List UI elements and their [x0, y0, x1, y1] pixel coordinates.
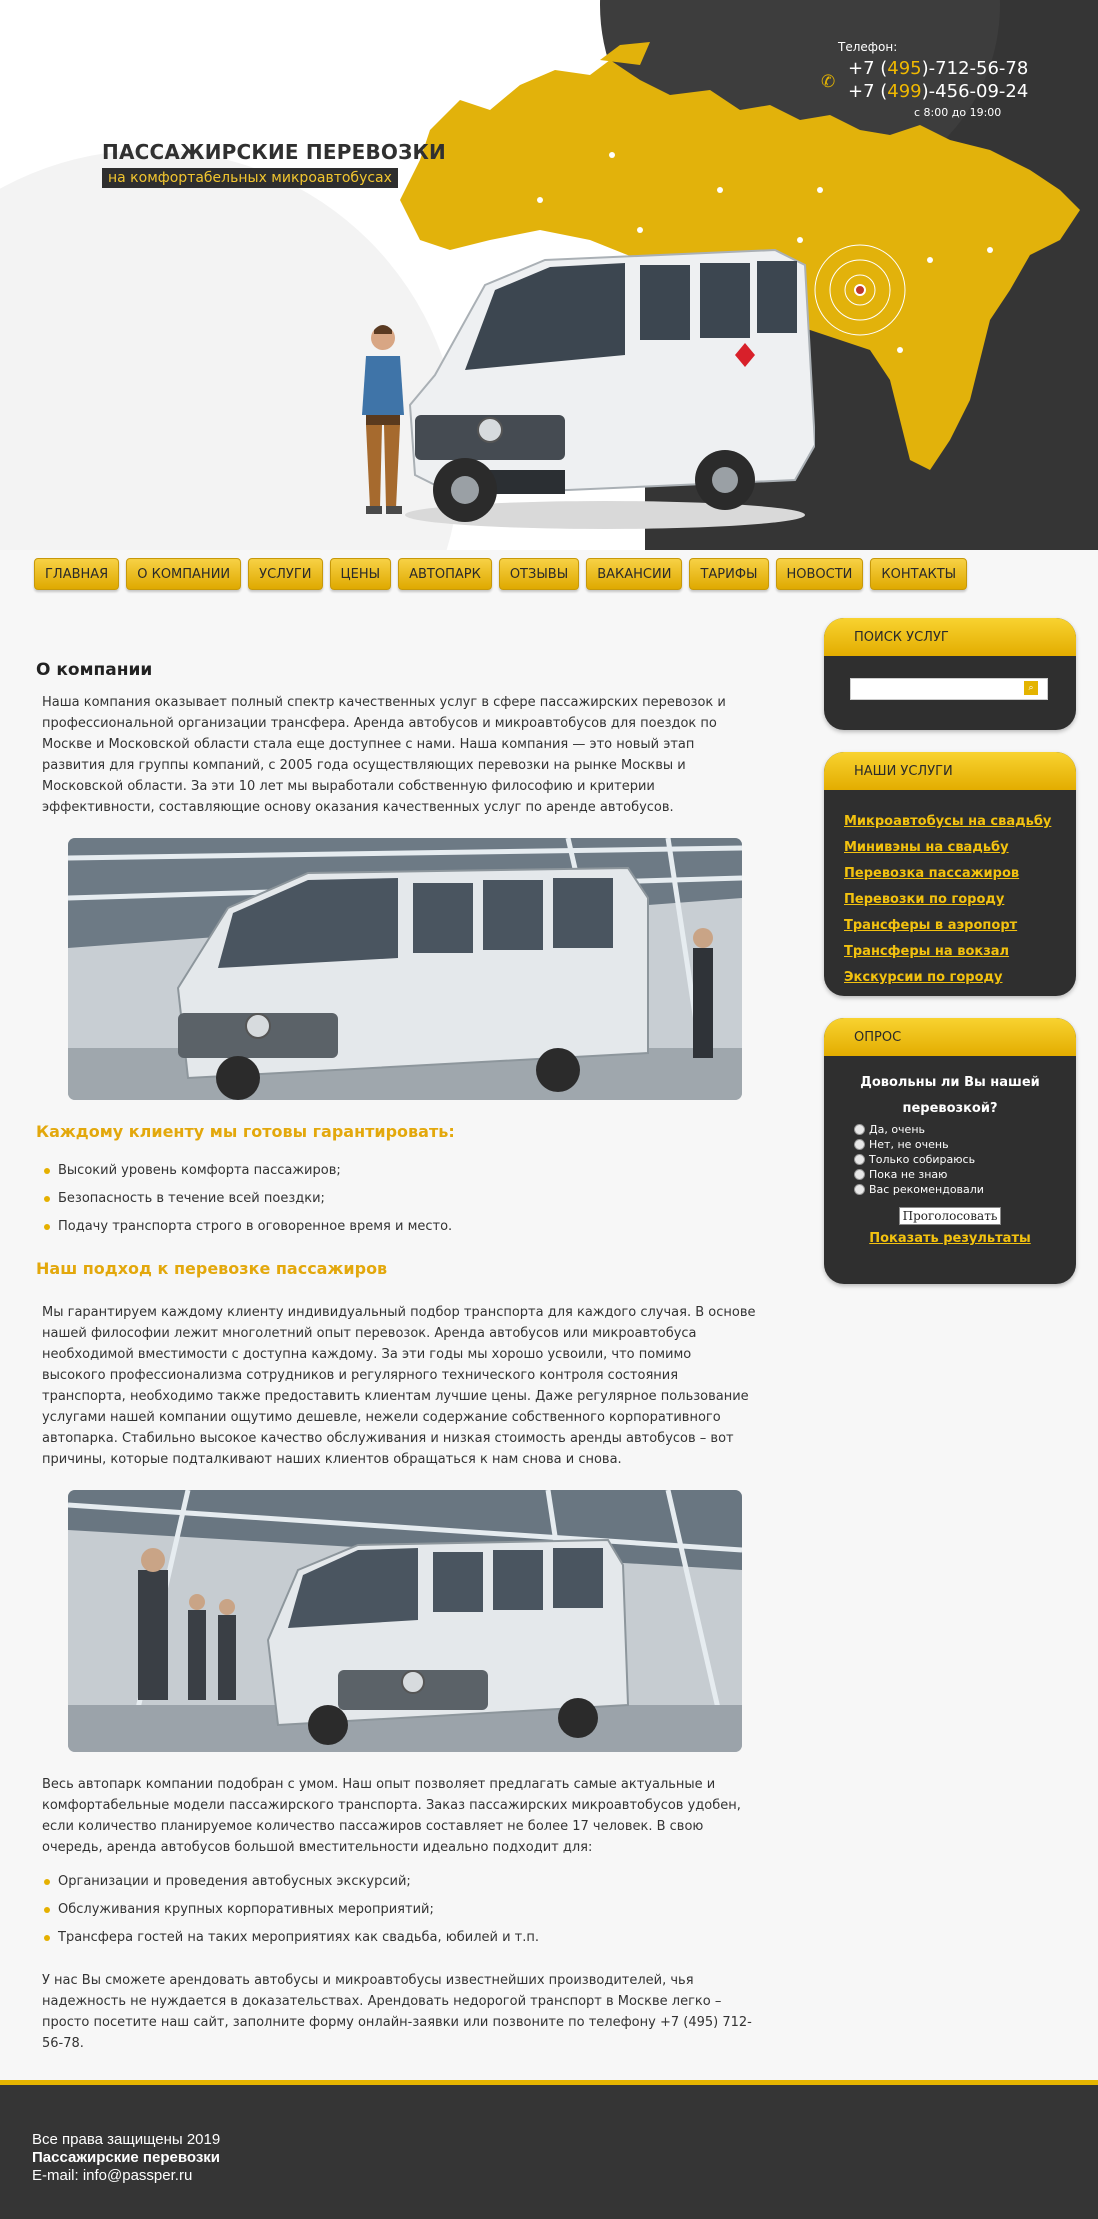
service-link-wedding-minivan[interactable]: Минивэны на свадьбу — [844, 840, 1009, 855]
footer-copyright: Все права защищены 2019 — [32, 2131, 221, 2148]
guarantee-list — [44, 1157, 756, 1241]
service-link-city-transport[interactable]: Перевозки по городу — [844, 892, 1005, 907]
search-widget-title: ПОИСК УСЛУГ — [824, 618, 1076, 656]
poll-question: Довольны ли Вы нашей перевозкой? — [860, 1075, 1040, 1116]
radio-button[interactable] — [854, 1124, 865, 1135]
fleet-text: Весь автопарк компании подобран с умом. Наш опыт позволяет предлагать самые актуальные и комфортабельные модели пассажирского транспорта. Заказ пассажирских микроавтобусов удобен, если количество планируемое количество пассажиров составляет не более 17 человек. В свою очередь, аренда автобусов большой вместительности идеально подходит для: — [42, 1777, 741, 1855]
phone-icon: ✆ — [821, 72, 836, 92]
poll-option[interactable]: Нет, не очень — [854, 1137, 1076, 1152]
radio-button[interactable] — [854, 1169, 865, 1180]
intro-text: Наша компания оказывает полный спектр качественных услуг в сфере пассажирских перевозок и профессиональной организации трансфера. Аренда автобусов и микроавтобусов для поездок по Москве и Московской области стала еще доступнее с нами. Наша компания — это новый этап развития для группы компаний, с 2005 года осуществляющих перевозки на рынке Москвы и Московской области. За эти 10 лет мы выработали собственную философию и критерии эффективности, составляющие основу оказания качественных услуг по аренде автобусов. — [42, 695, 726, 815]
working-hours: с 8:00 до 19:00 — [914, 106, 1002, 119]
poll-widget-title: ОПРОС — [824, 1018, 1076, 1056]
closing-text: У нас Вы сможете арендовать автобусы и микроавтобусы известнейших производителей, чья надежность не нуждается в доказательствах. Арендовать недорогой транспорт в Москве легко – просто посетите наш сайт, заполните форму онлайн-заявки или позвоните по телефону +7 (495) 712-56-78. — [42, 1973, 752, 2051]
nav-services[interactable]: УСЛУГИ — [248, 558, 322, 590]
radio-button[interactable] — [854, 1184, 865, 1195]
poll-option[interactable]: Пока не знаю — [854, 1167, 1076, 1182]
nav-reviews[interactable]: ОТЗЫВЫ — [499, 558, 579, 590]
phone-number-1[interactable]: +7 (495)-712-56-78 — [848, 58, 1029, 79]
search-widget — [824, 618, 1076, 730]
guarantee-heading: Каждому клиенту мы готовы гарантировать: — [36, 1122, 455, 1141]
service-link-passenger-transport[interactable]: Перевозка пассажиров — [844, 866, 1020, 881]
radio-button[interactable] — [854, 1154, 865, 1165]
list-item: Обслуживания крупных корпоративных мероприятий; — [44, 1896, 756, 1924]
page-title: О компании — [36, 660, 153, 680]
vote-button[interactable]: Проголосовать — [899, 1207, 1001, 1225]
site-title: ПАССАЖИРСКИЕ ПЕРЕВОЗКИ — [102, 140, 446, 164]
nav-vacancies[interactable]: ВАКАНСИИ — [586, 558, 682, 590]
header — [0, 0, 1098, 550]
driver-image — [348, 320, 418, 520]
services-list — [824, 790, 1076, 990]
services-widget-title: НАШИ УСЛУГИ — [824, 752, 1076, 790]
minibus-image — [395, 245, 815, 535]
poll-option[interactable]: Да, очень — [854, 1122, 1076, 1137]
list-item: Организации и проведения автобусных экскурсий; — [44, 1868, 756, 1896]
site-subtitle: на комфортабельных микроавтобусах — [102, 168, 398, 188]
services-widget — [824, 752, 1076, 996]
service-link-station-transfer[interactable]: Трансферы на вокзал — [844, 944, 1010, 959]
search-icon[interactable]: ⌕ — [1024, 681, 1038, 695]
service-link-wedding-minibus[interactable]: Микроавтобусы на свадьбу — [844, 814, 1052, 829]
minibus-photo-1 — [68, 838, 742, 1100]
approach-heading: Наш подход к перевозке пассажиров — [36, 1259, 388, 1278]
phone-label: Телефон: — [838, 40, 898, 54]
footer-company: Пассажирские перевозки — [32, 2149, 221, 2166]
phone-number-2[interactable]: +7 (499)-456-09-24 — [848, 81, 1029, 102]
list-item: Трансфера гостей на таких мероприятиях как свадьба, юбилей и т.п. — [44, 1924, 756, 1952]
uses-list — [44, 1868, 756, 1952]
nav-news[interactable]: НОВОСТИ — [776, 558, 864, 590]
service-link-airport-transfer[interactable]: Трансферы в аэропорт — [844, 918, 1018, 933]
poll-option[interactable]: Только собираюсь — [854, 1152, 1076, 1167]
list-item: Подачу транспорта строго в оговоренное время и место. — [44, 1213, 756, 1241]
nav-contacts[interactable]: КОНТАКТЫ — [870, 558, 967, 590]
approach-text: Мы гарантируем каждому клиенту индивидуальный подбор транспорта для каждого случая. В основе нашей философии лежит многолетний опыт перевозок. Аренда автобусов или микроавтобуса необходимой вместимости с доступна каждому. За эти годы мы хорошо усвоили, что помимо высокого профессионализма сотрудников и регулярного технического контроля состояния транспорта, необходимо также предоставить клиентам лучшие цены. Даже регулярное пользование услугами нашей компании ощутимо дешевле, нежели содержание собственного корпоративного автопарка. Стабильно высокое качество обслуживания и низкая стоимость аренды автобусов – вот причины, которые подталкивают наших клиентов обращаться к нам снова и снова. — [42, 1305, 756, 1467]
nav-about[interactable]: О КОМПАНИИ — [126, 558, 241, 590]
nav-tariffs[interactable]: ТАРИФЫ — [689, 558, 768, 590]
search-input[interactable] — [850, 678, 1048, 700]
radio-button[interactable] — [854, 1139, 865, 1150]
list-item: Высокий уровень комфорта пассажиров; — [44, 1157, 756, 1185]
main-content — [36, 660, 756, 2054]
list-item: Безопасность в течение всей поездки; — [44, 1185, 756, 1213]
poll-widget — [824, 1018, 1076, 1284]
minibus-photo-2 — [68, 1490, 742, 1752]
poll-option[interactable]: Вас рекомендовали — [854, 1182, 1076, 1197]
main-nav — [34, 558, 967, 590]
nav-home[interactable]: ГЛАВНАЯ — [34, 558, 119, 590]
footer — [0, 2080, 1098, 2219]
nav-fleet[interactable]: АВТОПАРК — [398, 558, 492, 590]
service-link-city-tours[interactable]: Экскурсии по городу — [844, 970, 1003, 985]
footer-email[interactable]: E-mail: info@passper.ru — [32, 2167, 193, 2184]
show-results-link[interactable]: Показать результаты — [869, 1231, 1031, 1246]
nav-prices[interactable]: ЦЕНЫ — [330, 558, 392, 590]
